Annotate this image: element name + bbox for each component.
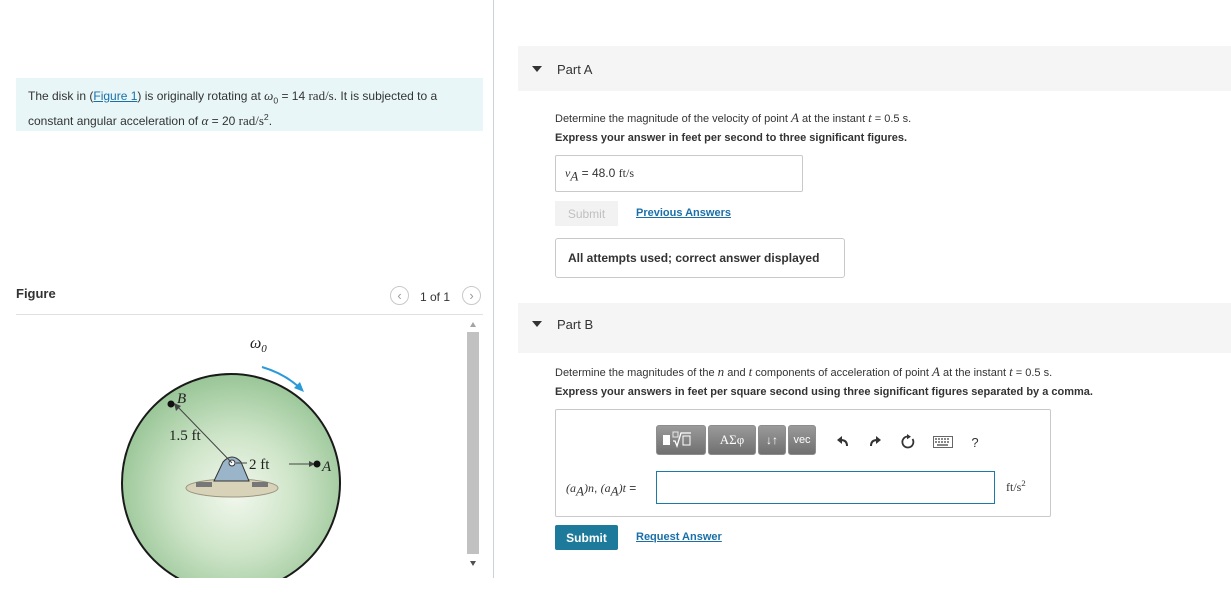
redo-icon[interactable] [866, 433, 884, 451]
vec-button[interactable]: vec [788, 425, 816, 455]
question-text: at the instant [939, 367, 1010, 379]
collapse-triangle-icon[interactable] [532, 321, 542, 327]
omega-symbol: ω [264, 88, 274, 103]
point-a [314, 461, 321, 468]
omega-unit: rad/s [308, 88, 334, 103]
answer-value: = 48.0 [578, 166, 619, 180]
request-answer-link[interactable]: Request Answer [636, 531, 722, 543]
unit-exponent: 2 [1021, 478, 1026, 488]
point-b-label: B [177, 391, 187, 407]
question-text: Determine the magnitudes of the [555, 367, 718, 379]
scroll-up-icon[interactable] [470, 322, 476, 327]
part-b-question [555, 364, 1052, 380]
keyboard-icon[interactable] [932, 433, 954, 451]
figure-link[interactable]: Figure 1 [93, 89, 138, 103]
question-var: n [717, 364, 725, 379]
base-plate [186, 479, 278, 497]
answer-unit: ft/s [618, 166, 634, 180]
greek-button[interactable]: ΑΣφ [708, 425, 756, 455]
question-var: A [791, 110, 799, 125]
scroll-down-icon[interactable] [470, 561, 476, 566]
unit-text: ft/s [1006, 480, 1022, 494]
formula-part: )t [618, 481, 626, 495]
omega-label: $\omega_0$ [250, 335, 267, 355]
figure-scrollbar[interactable] [465, 320, 481, 578]
alpha-unit-exponent: 2 [263, 112, 269, 123]
radius-b-label: 1.5 ft [169, 428, 201, 444]
formula-sub: A [576, 483, 584, 499]
formula-part: (a [566, 481, 576, 495]
alpha-value: = 20 [208, 114, 239, 129]
arrows-button[interactable]: ↓↑ [758, 425, 786, 455]
formula-eq: = [625, 481, 637, 495]
previous-answers-link[interactable]: Previous Answers [636, 207, 731, 219]
scrollbar-thumb[interactable] [467, 332, 479, 554]
help-button[interactable]: ? [971, 434, 979, 450]
math-toolbar [656, 425, 818, 461]
problem-text: The disk in ( [28, 89, 94, 103]
collapse-triangle-icon[interactable] [532, 66, 542, 72]
formula-sep: , [593, 481, 601, 495]
omega-value: = 14 [278, 89, 309, 103]
problem-text: . [268, 114, 273, 129]
part-a-submit-button: Submit [555, 201, 618, 226]
question-text: components of acceleration of point [752, 367, 933, 379]
question-var: t [748, 364, 753, 379]
pane-divider [493, 0, 494, 578]
reset-icon[interactable] [899, 433, 917, 451]
undo-icon[interactable] [834, 433, 852, 451]
formula-part: (a [600, 481, 611, 495]
alpha-unit: rad/s [238, 113, 264, 129]
part-a-answer-display [555, 155, 803, 192]
part-b-formula-label [566, 481, 636, 499]
question-var: t [1009, 364, 1013, 379]
part-b-title: Part B [557, 317, 594, 332]
question-text: Determine the magnitude of the velocity of point [555, 113, 792, 125]
answer-sub: A [570, 168, 579, 184]
question-text: = 0.5 s. [871, 113, 912, 125]
question-text: = 0.5 s. [1012, 367, 1053, 379]
attempts-status: All attempts used; correct answer displayed [555, 238, 845, 278]
part-b-answer-input[interactable] [656, 471, 995, 504]
question-text: and [724, 367, 749, 379]
figure-divider [16, 314, 483, 315]
question-var: t [868, 110, 872, 125]
templates-icon[interactable] [656, 425, 706, 455]
question-var: A [932, 364, 940, 379]
problem-text: . It is subjected to a constant angular acceleration of [28, 89, 438, 129]
formula-sub: A [610, 483, 619, 499]
part-a-title: Part A [557, 62, 593, 77]
part-b-header[interactable] [518, 303, 1231, 353]
part-b-unit [1006, 478, 1026, 495]
answer-var: v [565, 166, 571, 180]
chevron-left-icon[interactable]: ‹ [390, 286, 409, 305]
figure-heading: Figure [16, 286, 56, 301]
bolt-right [252, 482, 268, 487]
templates-glyph [661, 430, 701, 450]
part-a-instruction: Express your answer in feet per second to three significant figures. [555, 132, 908, 144]
point-b [168, 401, 175, 408]
problem-statement [16, 78, 483, 131]
figure-pager: 1 of 1 [420, 290, 451, 304]
bolt-left [196, 482, 212, 487]
radius-a-label: 2 ft [249, 457, 270, 473]
part-a-header[interactable] [518, 46, 1231, 91]
chevron-right-icon[interactable]: › [462, 286, 481, 305]
part-b-submit-button[interactable]: Submit [555, 525, 618, 550]
part-a-question [555, 110, 911, 126]
alpha-symbol: α [201, 113, 209, 129]
point-a-label: A [322, 459, 332, 475]
part-b-instruction: Express your answers in feet per square second using three significant figures separated by a comma. [555, 386, 1093, 398]
problem-text: ) is originally rotating at [137, 89, 265, 103]
disk-figure [16, 316, 465, 578]
formula-part: )n [583, 481, 594, 495]
omega-subscript: 0 [273, 95, 279, 106]
question-text: at the instant [798, 113, 869, 125]
